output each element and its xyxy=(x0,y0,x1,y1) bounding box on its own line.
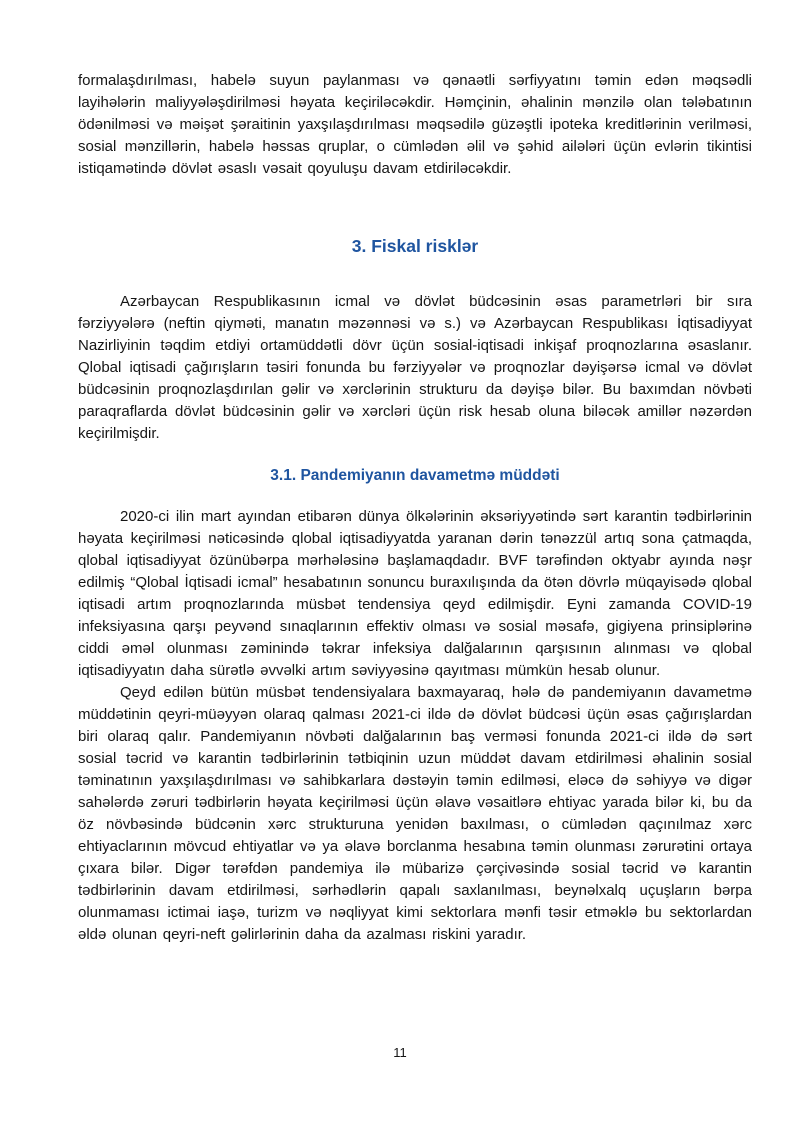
paragraph-intro: formalaşdırılması, habelə suyun paylanması və qənaətli sərfiyyatını təmin edən məqsədli layihələrin maliyyələşdirilməsi həyata keçiriləcəkdir. Həmçinin, əhalinin mənzilə olan tələbatının ödənilməsi və məişət şəraitinin yaxşılaşdırılması məqsədilə güzəştli ipoteka kreditlərinin verilməsi, sosial mənzillərin, habelə həssas qruplar, o cümlədən əlil və şəhid ailələri üçün evlərin tikintisi istiqamətində dövlət əsaslı vəsait qoyuluşu davam etdiriləcəkdir. xyxy=(78,72,752,177)
subsection-heading: 3.1. Pandemiyanın davametmə müddəti xyxy=(270,467,560,484)
page-number: 11 xyxy=(393,1045,407,1060)
paragraph-fiscal-risks: Azərbaycan Respublikasının icmal və dövlət büdcəsinin əsas parametrləri bir sıra fərziyyələrə (neftin qiyməti, manatın məzənnəsi və s.) və Azərbaycan Respublikası İqtisadiyyat Nazirliyinin təqdim etdiyi ortamüddətli dövr üçün sosial-iqtisadi inkişaf proqnozlarına əsaslanır. Qlobal iqtisadi çağırışların təsiri fonunda bu fərziyyələr və proqnozlar dəyişərsə icmal və dövlət büdcəsinin proqnozlaşdırılan gəlir və xərclərinin strukturu da dəyişə bilər. Bu baxımdan növbəti paraqraflarda dövlət büdcəsinin gəlir və xərcləri üçün risk hesab oluna biləcək amillər nəzərdən keçirilmişdir. xyxy=(78,293,752,442)
paragraph-pandemic-outlook: 2020-ci ilin mart ayından etibarən dünya ölkələrinin əksəriyyətində sərt karantin tədbirlərinin həyata keçirilməsi nəticəsində qlobal iqtisadiyyatda yaranan dərin tənəzzül artıq sona çatmaqda, qlobal iqtisadiyyat özünübərpa mərhələsinə başlamaqdadır. BVF tərəfindən oktyabr ayında nəşr edilmiş “Qlobal İqtisadi icmal” hesabatının sonuncu buraxılışında da ötən dövrlə müqayisədə qlobal iqtisadi artım proqnozlarında müsbət tendensiya qeyd edilmişdir. Eyni zamanda COVID-19 infeksiyasına qarşı peyvənd sınaqlarının effektiv olması və sosial məsafə, gigiyena prinsiplərinə ciddi əməl olunması zəminində təkrar infeksiya dalğalarının qarşısının alınması və qlobal iqtisadiyyatın daha sürətlə əvvəlki artım səviyyəsinə qayıtması mümkün hesab olunur. xyxy=(78,508,752,679)
section-heading: 3. Fiskal risklər xyxy=(351,236,479,256)
paragraph-pandemic-risks: Qeyd edilən bütün müsbət tendensiyalara baxmayaraq, hələ də pandemiyanın davametmə müddətinin qeyri-müəyyən olaraq qalması 2021-ci ildə də dövlət büdcəsi üçün əsas çağırışlardan biri olaraq qalır. Pandemiyanın növbəti dalğalarının baş verməsi fonunda 2021-ci ildə də sərt sosial təcrid və karantin tədbirlərinin tətbiqinin uzun müddət davam etdirilməsi əhalinin sosial təminatının yaxşılaşdırılması və sahibkarlara dəstəyin təmin edilməsi, eləcə də səhiyyə və digər sahələrdə zəruri tədbirlərin həyata keçirilməsi üçün əlavə vəsaitlərə ehtiyac yarada bilər ki, bu da öz növbəsində büdcənin xərc strukturuna yenidən baxılması, o cümlədən qaçınılmaz xərc ehtiyaclarının mövcud ehtiyatlar və ya əlavə borclanma hesabına təmin olunması zərurətini ortaya çıxara bilər. Digər tərəfdən pandemiya ilə mübarizə çərçivəsində sosial təcrid və karantin tədbirlərinin davam etdirilməsi, sərhədlərin qapalı saxlanılması, beynəlxalq uçuşların bərpa olunmaması ictimai iaşə, turizm və nəqliyyat kimi sektorlara mənfi təsir etməklə bu sektorlardan əldə olunan qeyri-neft gəlirlərinin daha da azalması riskini yaradır. xyxy=(78,684,752,943)
